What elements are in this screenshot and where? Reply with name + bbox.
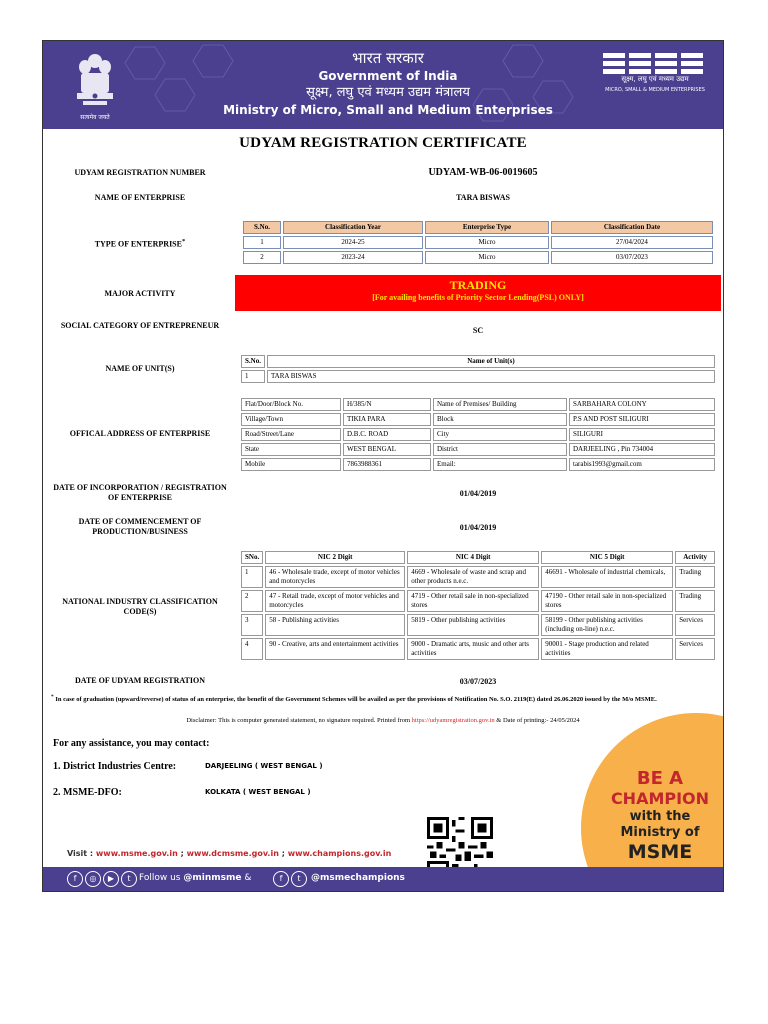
dcmsme-link[interactable]: www.dcmsme.gov.in [186,849,279,858]
registration-number-value: UDYAM-WB-06-0019605 [428,167,538,178]
table-cell: 03/07/2023 [551,251,713,264]
table-row [241,458,715,471]
table-cell: 4 [241,638,263,660]
table-row [241,413,715,426]
table-cell: Road/Street/Lane [241,428,341,441]
table-cell: 2 [241,590,263,612]
incorporation-date-label: DATE OF INCORPORATION / REGISTRATION OF ENTERPRISE [53,483,227,502]
table-row [241,590,715,612]
table-cell: Block [433,413,567,426]
header-unit-name: Name of Unit(s) [267,355,715,368]
table-header-row [241,551,715,564]
address-label: OFFICAL ADDRESS OF ENTERPRISE [69,429,211,438]
hindi-ministry-title: सूक्ष्म, लघु एवं मध्यम उद्यम मंत्रालय [306,85,470,100]
instagram-icon[interactable]: ◎ [85,871,101,887]
header-classification-date: Classification Date [551,221,713,234]
table-cell: City [433,428,567,441]
table-row [243,236,713,249]
table-cell: 58199 - Other publishing activities (including on-line) n.e.c. [541,614,673,636]
disclaimer: Disclaimer: This is computer generated statement, no signature required. Printed from https://udyamregistration.gov.in & Date of printing:- 24/05/2024 [186,717,580,724]
table-row [241,614,715,636]
table-cell: P.S AND POST SILIGURI [569,413,715,426]
table-cell: 7863988361 [343,458,431,471]
dfo-value: KOLKATA ( WEST BENGAL ) [205,788,311,796]
table-cell: 46 - Wholesale trade, except of motor vehicles and motorcycles [265,566,405,588]
youtube-icon[interactable]: ▶ [103,871,119,887]
logo-subtitle: MICRO, SMALL & MEDIUM ENTERPRISES [605,87,705,93]
header-sno: S.No. [243,221,281,234]
registration-portal-link[interactable]: https://udyamregistration.gov.in [411,717,495,724]
dic-value: DARJEELING ( WEST BENGAL ) [205,762,323,770]
table-cell: State [241,443,341,456]
ministry-title: Ministry of Micro, Small and Medium Enterprises [223,103,553,117]
champion-text: BE A CHAMPION with the Ministry of MSME [610,768,710,863]
enterprise-name-value: TARA BISWAS [456,193,510,202]
table-row [241,370,715,383]
major-activity-value: TRADING [449,278,507,292]
national-emblem-icon [73,51,117,117]
table-cell: 47190 - Other retail sale in non-specialized stores [541,590,673,612]
table-cell: 4719 - Other retail sale in non-specialized stores [407,590,539,612]
contact-heading: For any assistance, you may contact: [53,738,210,749]
enterprise-type-label: TYPE OF ENTERPRISE* [94,238,186,249]
table-header-row [241,355,715,368]
table-cell: Flat/Door/Block No. [241,398,341,411]
table-cell: Micro [425,236,549,249]
unit-name-label: NAME OF UNIT(S) [105,364,175,373]
table-cell: SILIGURI [569,428,715,441]
msme-link[interactable]: www.msme.gov.in [95,849,178,858]
table-cell: tarabis1993@gmail.com [569,458,715,471]
social-category-value: SC [472,326,484,335]
nic-table [239,549,717,662]
footer-bar [43,867,723,891]
header-enterprise-type: Enterprise Type [425,221,549,234]
nic-label: NATIONAL INDUSTRY CLASSIFICATION CODE(S) [62,597,218,616]
incorporation-date-value: 01/04/2019 [459,489,497,498]
header-sno: S.No. [241,355,265,368]
table-cell: H/385/N [343,398,431,411]
table-cell: 58 - Publishing activities [265,614,405,636]
header-classification-year: Classification Year [283,221,423,234]
header-nic2: NIC 2 Digit [265,551,405,564]
address-table [239,396,717,473]
table-cell: 2024-25 [283,236,423,249]
table-cell: 90 - Creative, arts and entertainment activities [265,638,405,660]
header-nic5: NIC 5 Digit [541,551,673,564]
header-text [193,49,583,118]
header-sno: SNo. [241,551,263,564]
commencement-date-value: 01/04/2019 [459,523,497,532]
dfo-label: 2. MSME-DFO: [53,787,122,798]
udyam-date-value: 03/07/2023 [459,677,497,686]
header-nic4: NIC 4 Digit [407,551,539,564]
table-cell: Name of Premises/ Building [433,398,567,411]
facebook-icon[interactable]: f [273,871,289,887]
table-cell: D.B.C. ROAD [343,428,431,441]
table-cell: Micro [425,251,549,264]
unit-name-table [239,353,717,385]
table-row [241,428,715,441]
champions-handle: @msmechampions [311,873,405,883]
table-cell: 27/04/2024 [551,236,713,249]
table-cell: TARA BISWAS [267,370,715,383]
enterprise-type-table [241,219,715,266]
commencement-date-label: DATE OF COMMENCEMENT OF PRODUCTION/BUSINESS [78,517,202,536]
table-row [241,566,715,588]
table-header-row [243,221,713,234]
table-cell: 4669 - Wholesale of waste and scrap and other products n.e.c. [407,566,539,588]
champions-link[interactable]: www.champions.gov.in [287,849,392,858]
table-cell: 2 [243,251,281,264]
udyam-date-label: DATE OF UDYAM REGISTRATION [74,676,205,685]
table-cell: Services [675,614,715,636]
table-cell: Email: [433,458,567,471]
header-banner [43,41,723,129]
table-cell: 46691 - Wholesale of industrial chemicals, [541,566,673,588]
enterprise-name-label: NAME OF ENTERPRISE [94,193,186,202]
table-cell: 1 [243,236,281,249]
certificate-title: UDYAM REGISTRATION CERTIFICATE [239,135,527,151]
twitter-icon[interactable]: t [291,871,307,887]
major-activity-box [235,275,721,311]
certificate [42,40,724,892]
follow-text: Follow us @minmsme & [139,873,252,883]
header-activity: Activity [675,551,715,564]
table-cell: Village/Town [241,413,341,426]
table-cell: Trading [675,590,715,612]
table-cell: 90001 - Stage production and related activities [541,638,673,660]
facebook-icon[interactable]: f [67,871,83,887]
table-cell: 3 [241,614,263,636]
major-activity-note: [For availing benefits of Priority Sector Lending(PSL) ONLY] [372,293,584,302]
gov-title: Government of India [318,69,458,83]
emblem-caption: सत्यमेव जयते [80,114,110,121]
dic-label: 1. District Industries Centre: [53,761,177,772]
logo-hindi-text: सूक्ष्म, लघु एवं मध्यम उद्यम [621,75,689,83]
table-cell: TIKIA PARA [343,413,431,426]
table-cell: WEST BENGAL [343,443,431,456]
major-activity-label: MAJOR ACTIVITY [104,289,176,298]
social-category-label: SOCIAL CATEGORY OF ENTREPRENEUR [60,321,220,330]
table-row [241,398,715,411]
table-cell: 1 [241,566,263,588]
table-cell: DARJEELING , Pin 734004 [569,443,715,456]
table-cell: Services [675,638,715,660]
table-cell: 1 [241,370,265,383]
table-cell: SARBAHARA COLONY [569,398,715,411]
table-cell: 2023-24 [283,251,423,264]
table-row [241,638,715,660]
visit-line: Visit : www.msme.gov.in ; www.dcmsme.gov.in ; www.champions.gov.in [67,849,392,858]
table-cell: District [433,443,567,456]
table-cell: Mobile [241,458,341,471]
footnote: * In case of graduation (upward/reverse) of status of an enterprise, the benefit of the Government Schemes will be availed as per the provisions of Notification No. S.O. 2119(E) dated 26.06.2020 issued by the M/o MSME. [51,694,657,704]
table-cell: 9000 - Dramatic arts, music and other arts activities [407,638,539,660]
table-cell: 5819 - Other publishing activities [407,614,539,636]
twitter-icon[interactable]: t [121,871,137,887]
table-cell: 47 - Retail trade, except of motor vehicles and motorcycles [265,590,405,612]
hindi-gov-title: भारत सरकार [352,49,424,67]
registration-number-label: UDYAM REGISTRATION NUMBER [74,168,206,177]
table-row [243,251,713,264]
table-row [241,443,715,456]
table-cell: Trading [675,566,715,588]
